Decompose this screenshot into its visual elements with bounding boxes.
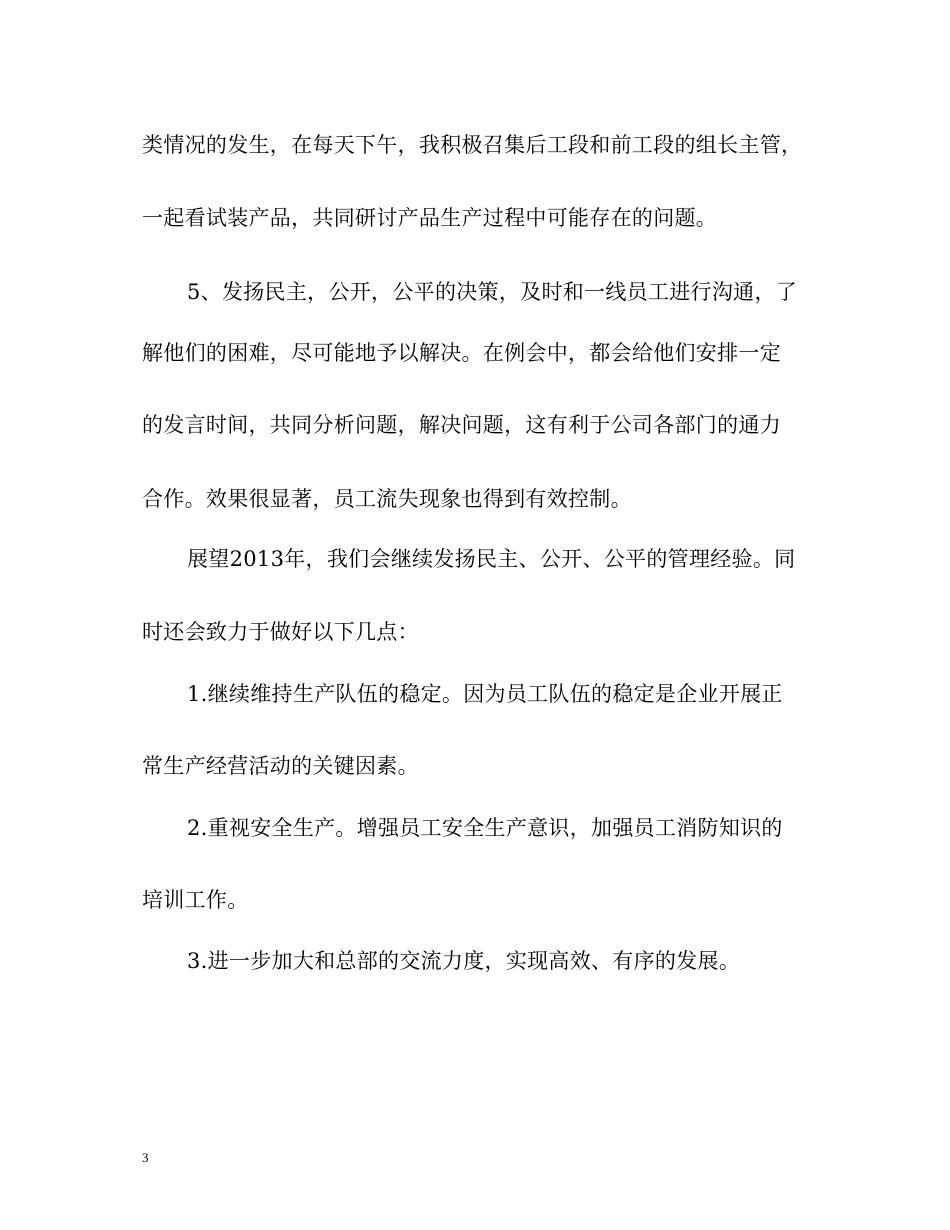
list-item-2-first-line: 2.重视安全生产。增强员工安全生产意识，加强员工消防知识的 <box>187 816 783 840</box>
text-line: 培训工作。 <box>142 888 249 912</box>
text-line: 一起看试装产品，共同研讨产品生产过程中可能存在的问题。 <box>142 206 718 230</box>
paragraph-first-line: 展望2013年，我们会继续发扬民主、公开、公平的管理经验。同 <box>187 547 796 571</box>
paragraph-first-line: 5、发扬民主，公开，公平的决策，及时和一线员工进行沟通，了 <box>187 280 798 304</box>
text-line: 解他们的困难，尽可能地予以解决。在例会中，都会给他们安排一定 <box>142 341 781 365</box>
page-number: 3 <box>142 1150 149 1165</box>
text-line: 类情况的发生，在每天下午，我积极召集后工段和前工段的组长主管， <box>142 133 803 157</box>
text-line: 合作。效果很显著，员工流失现象也得到有效控制。 <box>142 487 632 511</box>
text-line: 的发言时间，共同分析问题，解决问题，这有利于公司各部门的通力 <box>142 413 781 437</box>
list-item-1-first-line: 1.继续维持生产队伍的稳定。因为员工队伍的稳定是企业开展正 <box>187 682 783 706</box>
text-line: 常生产经营活动的关键因素。 <box>142 754 419 778</box>
text-line: 时还会致力于做好以下几点： <box>142 620 419 644</box>
list-item-3-first-line: 3.进一步加大和总部的交流力度，实现高效、有序的发展。 <box>187 949 741 973</box>
